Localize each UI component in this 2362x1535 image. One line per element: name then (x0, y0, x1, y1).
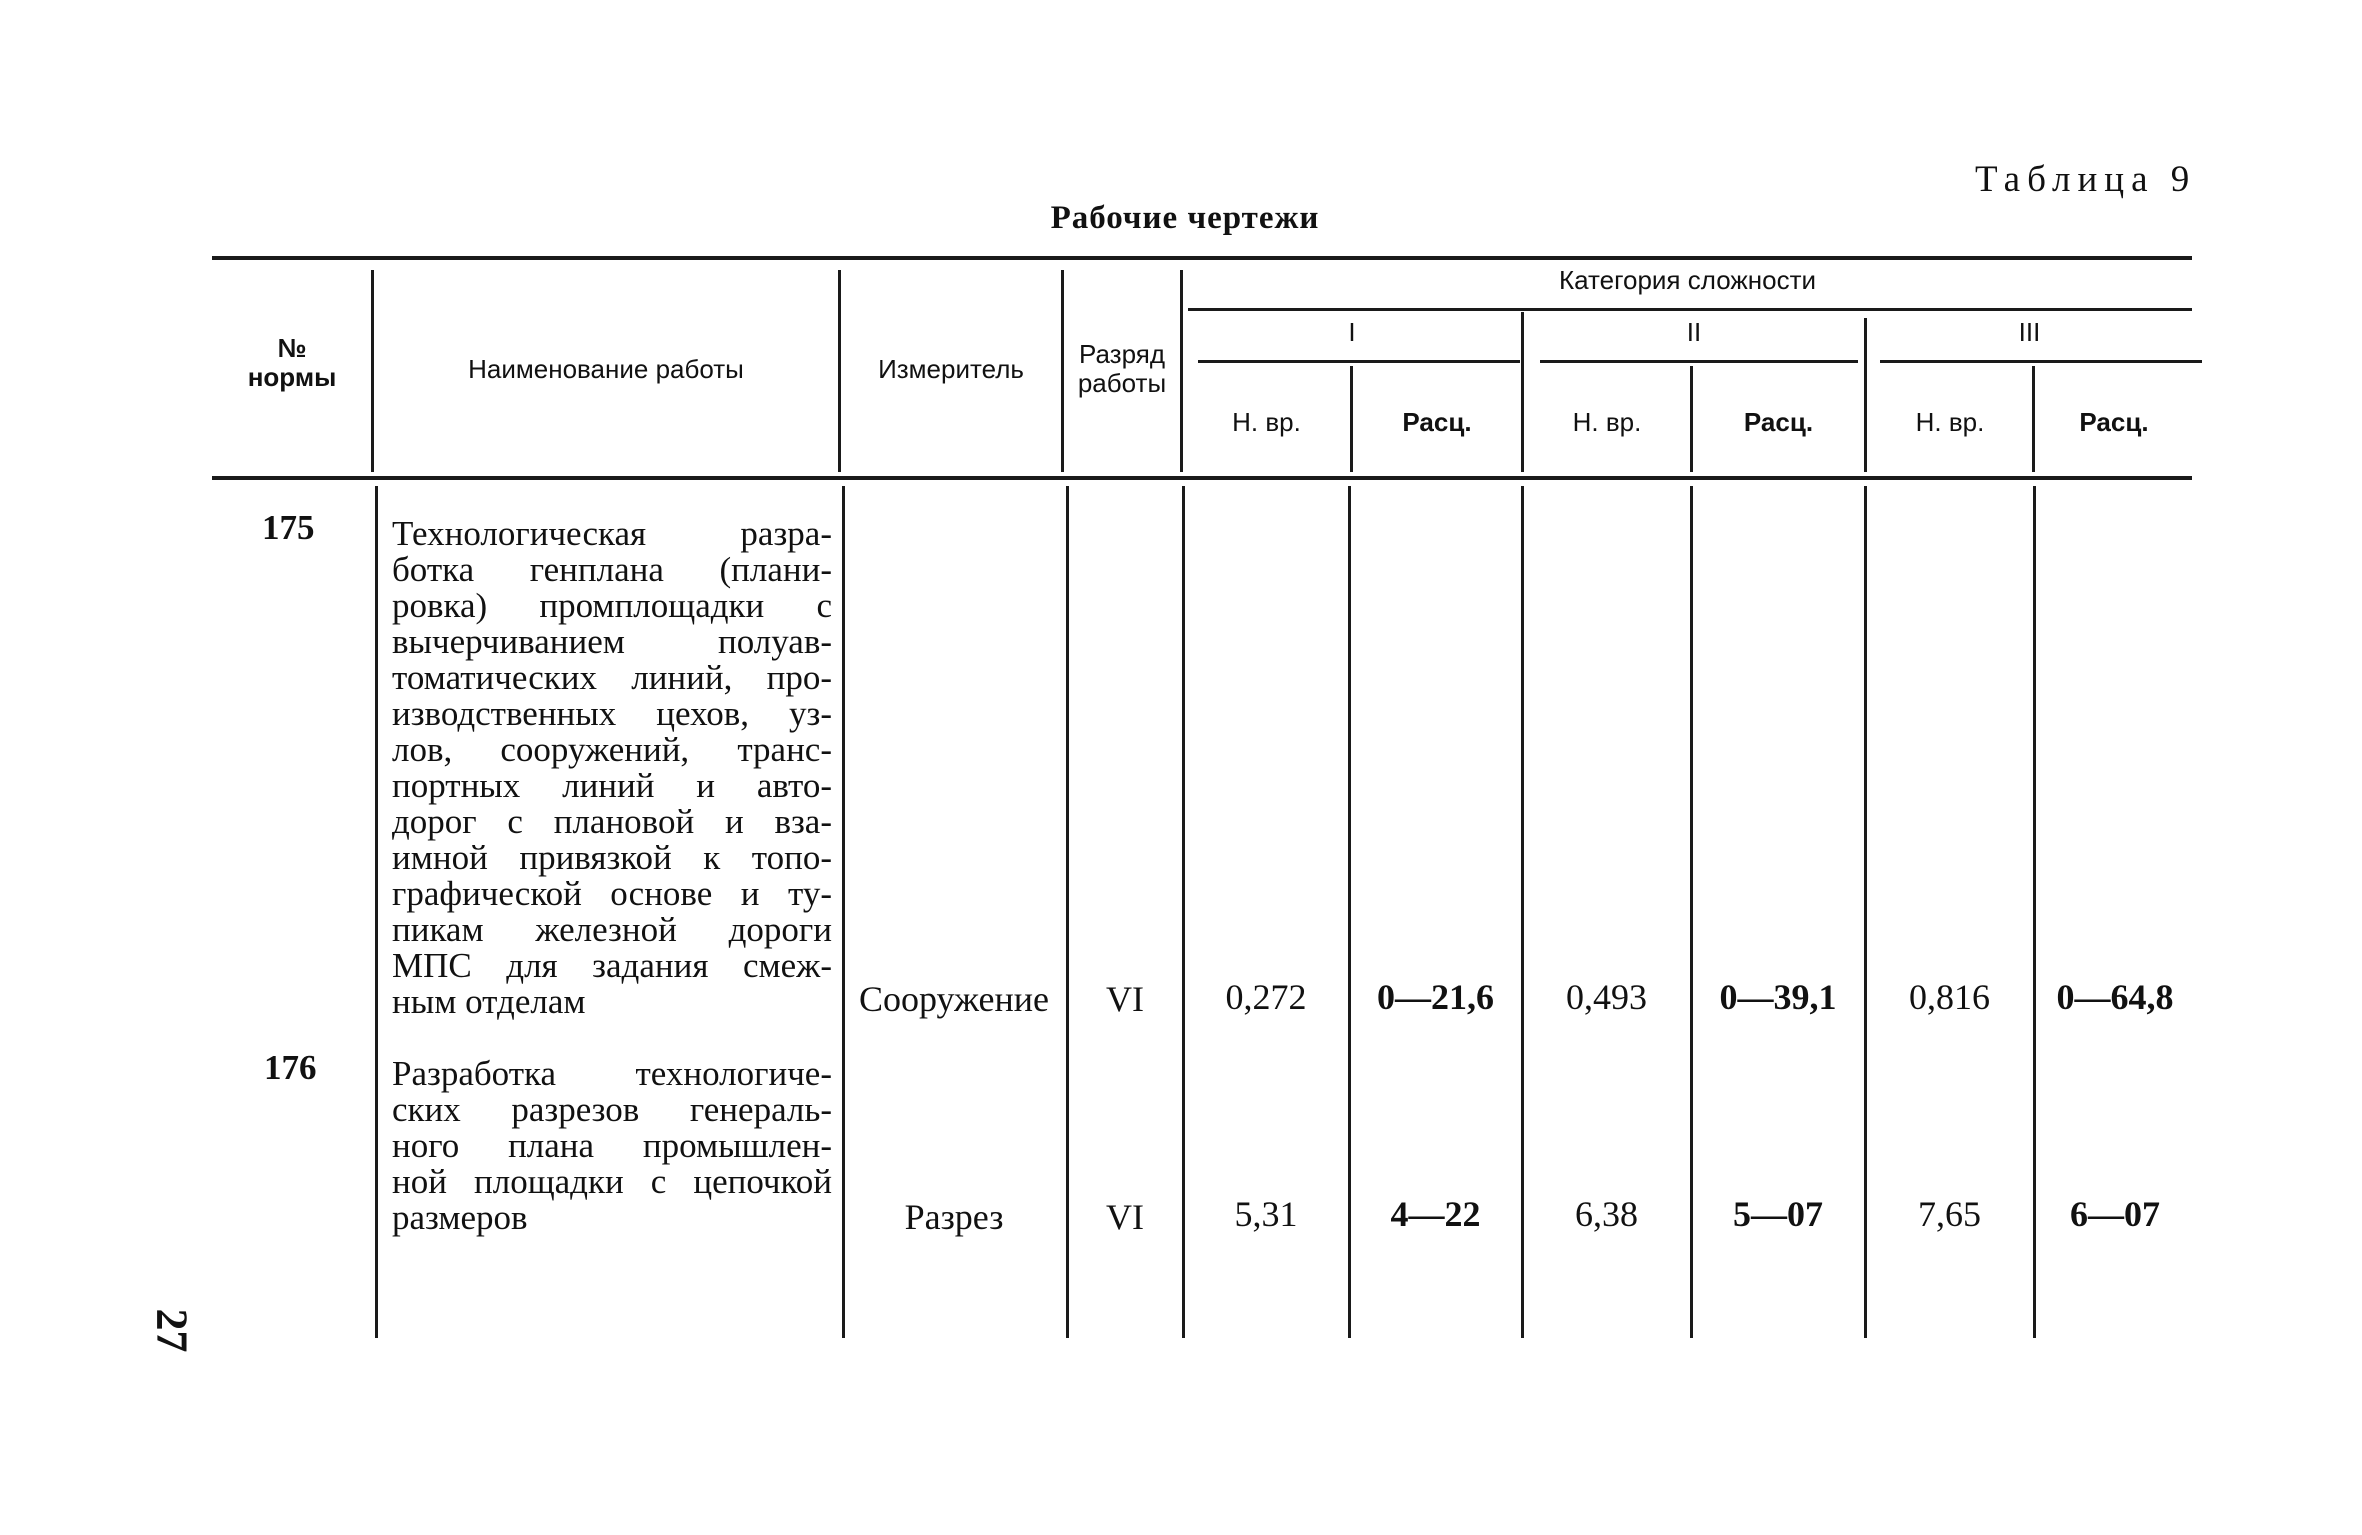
row-176-desc-line: ских разрезов генераль- (392, 1090, 832, 1129)
row-175-desc-line: лов, сооружений, транс- (392, 730, 832, 769)
row-175-meter: Сооружение (859, 979, 1049, 1019)
row-176-group2-rate: 5—07 (1733, 1194, 1823, 1234)
header-group-3: III (2018, 317, 2041, 347)
row-176-grade: VI (1106, 1197, 1144, 1237)
row-175-number: 175 (262, 508, 315, 547)
header-group3-rate: Расц. (2079, 407, 2149, 437)
header-group3-time: Н. вр. (1915, 407, 1985, 437)
header-group2-rate: Расц. (1743, 407, 1814, 437)
header-grade (1064, 340, 1180, 398)
row-176-group2-time: 6,38 (1575, 1194, 1638, 1234)
header-group-2: II (1686, 317, 1702, 347)
row-176-group3-time: 7,65 (1918, 1194, 1981, 1234)
row-175-desc-line: Технологическая разра- (392, 514, 832, 553)
header-grade-line1: Разряд (1079, 339, 1165, 369)
row-175-desc-line: дорог с плановой и вза- (392, 802, 832, 841)
table-number-label: Таблица 9 (1975, 159, 2197, 200)
row-175-group1-time: 0,272 (1225, 977, 1307, 1017)
row-176-desc-line: ного плана промышлен- (392, 1126, 832, 1165)
row-175-desc-line: ботка генплана (плани- (392, 550, 832, 589)
row-176-desc-line: Разработка технологиче- (392, 1054, 832, 1093)
row-175-desc-line: графической основе и ту- (392, 874, 832, 913)
row-175-desc-line: томатических линий, про- (392, 658, 832, 697)
row-175-desc-line: имной привязкой к топо- (392, 838, 832, 877)
row-175-grade: VI (1106, 979, 1144, 1019)
row-176-group3-rate: 6—07 (2070, 1194, 2160, 1234)
row-176-description (392, 1056, 832, 1236)
row-175-group2-time: 0,493 (1566, 977, 1647, 1017)
header-group2-time: Н. вр. (1572, 407, 1642, 437)
row-175-group2-rate: 0—39,1 (1719, 977, 1837, 1017)
row-175-group1-rate: 0—21,6 (1377, 977, 1494, 1017)
table-title: Рабочие чертежи (1050, 200, 1320, 236)
row-176-desc-line: ной площадки с цепочкой (392, 1162, 832, 1201)
row-176-group1-rate: 4—22 (1390, 1194, 1481, 1234)
header-number-label: нормы (247, 362, 337, 393)
header-group1-rate: Расц. (1402, 407, 1472, 437)
row-175-desc-line: ным отделам (392, 982, 586, 1021)
row-175-desc-line: изводственных цехов, уз- (392, 694, 832, 733)
header-work-name: Наименование работы (468, 354, 744, 384)
row-175-desc-line: портных линий и авто- (392, 766, 832, 805)
row-175-group3-rate: 0—64,8 (2056, 977, 2174, 1017)
row-175-group3-time: 0,816 (1909, 977, 1990, 1017)
row-175-desc-line: вычерчиванием полуав- (392, 622, 832, 661)
row-175-description (392, 516, 832, 1020)
header-number (212, 334, 372, 392)
row-175-desc-line: пикам железной дороги (392, 910, 832, 949)
header-grade-line2: работы (1077, 368, 1167, 399)
row-175-desc-line: МПС для задания смеж- (392, 946, 832, 985)
page-number: 27 (147, 1308, 197, 1353)
row-176-number: 176 (264, 1048, 317, 1087)
header-number-sign: № (277, 333, 307, 363)
header-meter: Измеритель (878, 354, 1024, 384)
row-176-meter: Разрез (904, 1197, 1004, 1237)
header-group1-time: Н. вр. (1232, 407, 1301, 437)
row-176-desc-line: размеров (392, 1198, 528, 1237)
row-175-desc-line: ровка) промплощадки с (392, 586, 832, 625)
header-group-1: I (1348, 317, 1356, 347)
row-176-group1-time: 5,31 (1234, 1194, 1298, 1234)
header-category: Категория сложности (1558, 265, 1817, 295)
